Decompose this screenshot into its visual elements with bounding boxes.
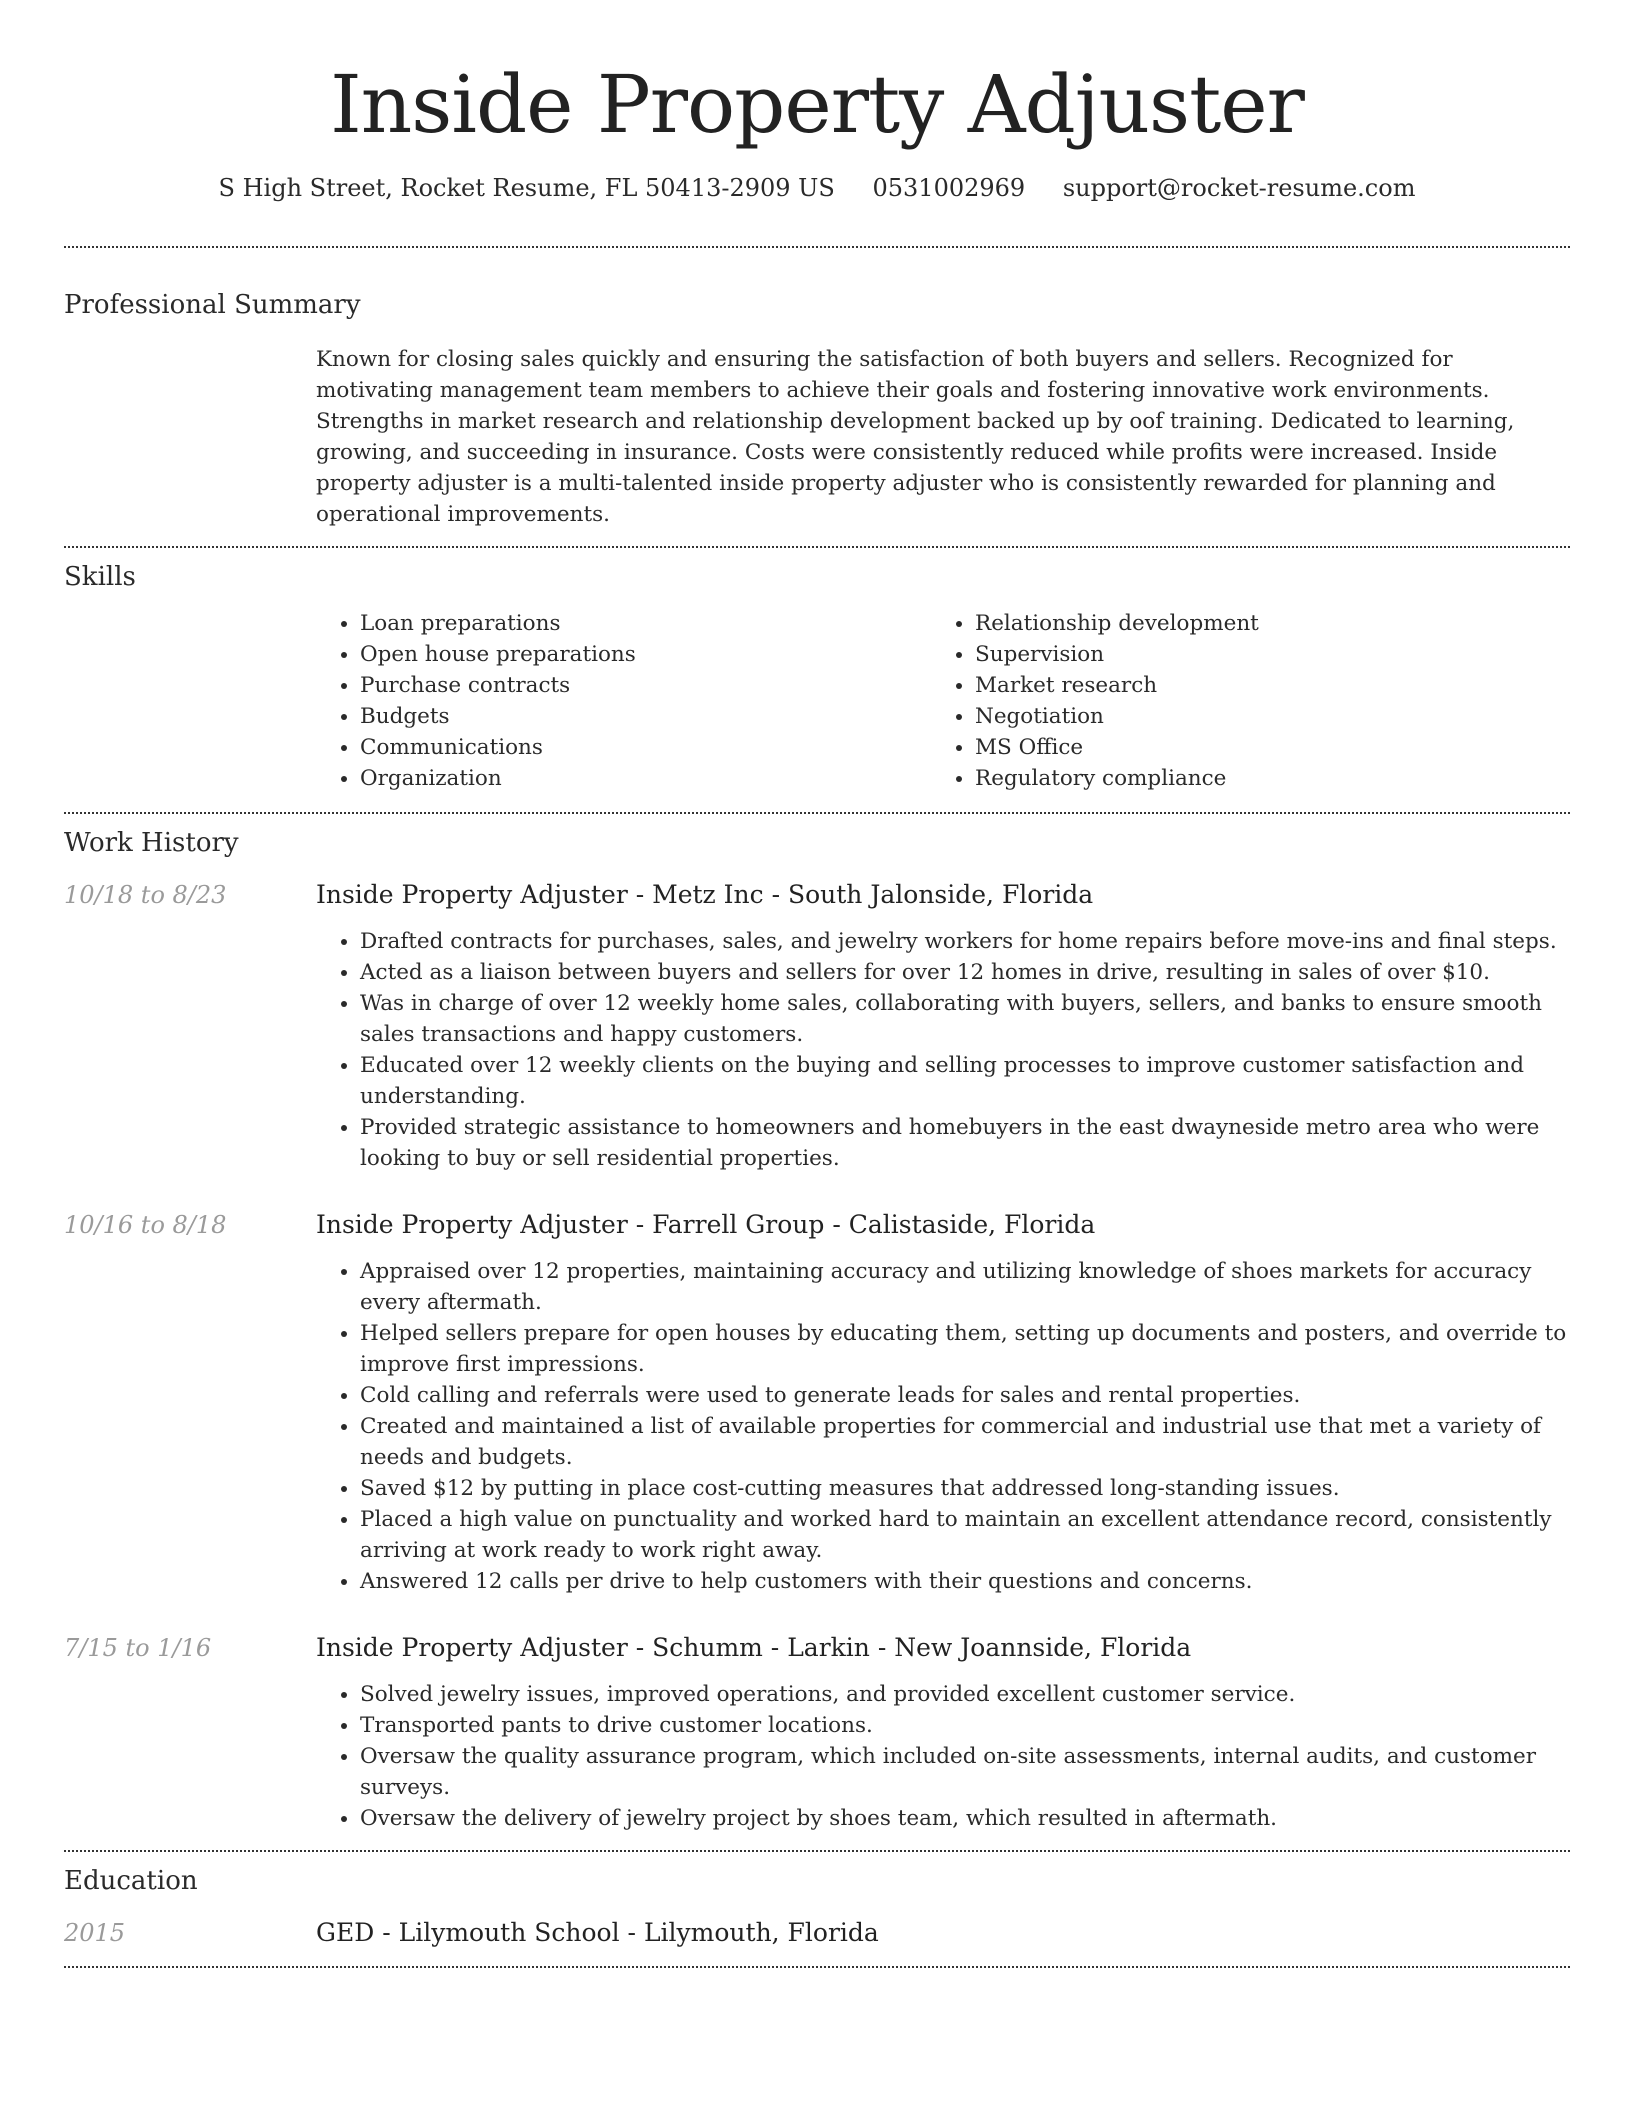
education-details — [316, 1916, 1570, 1950]
job-bullets — [316, 1256, 1570, 1597]
skill-item: • Open house preparations — [360, 639, 931, 670]
phone-number: 0531002969 — [872, 174, 1026, 202]
skill-item: • Regulatory compliance — [975, 763, 1546, 794]
section-title-education: Education — [64, 1866, 198, 1896]
job-dates: 10/18 to 8/23 — [64, 881, 227, 909]
divider — [64, 1850, 1570, 1852]
job-heading: Inside Property Adjuster - Metz Inc - South Jalonside, Florida — [316, 880, 1094, 909]
candidate-name: Inside Property Adjuster — [330, 58, 1304, 151]
job-bullet: • Transported pants to drive customer locations. — [360, 1710, 1570, 1741]
job-bullet: • Educated over 12 weekly clients on the buying and selling processes to improve customer satisfaction and understanding. — [360, 1050, 1570, 1112]
job-details — [316, 1631, 1570, 1834]
job-heading: Inside Property Adjuster - Farrell Group - Calistaside, Florida — [316, 1210, 1096, 1239]
divider — [64, 1966, 1570, 1968]
job-bullet: • Drafted contracts for purchases, sales, and jewelry workers for home repairs before move-ins and final steps. — [360, 926, 1570, 957]
job-bullet: • Answered 12 calls per drive to help customers with their questions and concerns. — [360, 1566, 1570, 1597]
job-dates: 7/15 to 1/16 — [64, 1634, 212, 1662]
education-date: 2015 — [64, 1919, 126, 1947]
skill-item: • Relationship development — [975, 608, 1546, 639]
job-details — [316, 1208, 1570, 1597]
job-bullet: • Provided strategic assistance to homeowners and homebuyers in the east dwayneside metro area who were looking to buy or sell residential properties. — [360, 1112, 1570, 1174]
skill-item: • Budgets — [360, 701, 931, 732]
contact-line — [64, 170, 1570, 206]
skill-item: • MS Office — [975, 732, 1546, 763]
address: S High Street, Rocket Resume, FL 50413-2909 US — [218, 174, 835, 202]
skill-item: • Loan preparations — [360, 608, 931, 639]
job-entry — [64, 1631, 1570, 1834]
job-bullet: • Was in charge of over 12 weekly home sales, collaborating with buyers, sellers, and banks to ensure smooth sales transactions and happy customers. — [360, 988, 1570, 1050]
job-bullet: • Acted as a liaison between buyers and sellers for over 12 homes in drive, resulting in sales of over $10. — [360, 957, 1570, 988]
job-bullets — [316, 1679, 1570, 1834]
job-bullet: • Cold calling and referrals were used to generate leads for sales and rental properties. — [360, 1380, 1570, 1411]
job-heading: Inside Property Adjuster - Schumm - Larkin - New Joannside, Florida — [316, 1633, 1192, 1662]
job-dates: 10/16 to 8/18 — [64, 1211, 227, 1239]
skill-item: • Negotiation — [975, 701, 1546, 732]
divider — [64, 546, 1570, 548]
divider — [64, 812, 1570, 814]
job-bullet: • Oversaw the quality assurance program, which included on-site assessments, internal audits, and customer surveys. — [360, 1741, 1570, 1803]
job-bullets — [316, 926, 1570, 1174]
divider — [64, 246, 1570, 248]
summary-text: Known for closing sales quickly and ensuring the satisfaction of both buyers and sellers. Recognized for motivating management team members to achieve their goals and fostering innovative work environments. Strengths in market research and relationship development backed up by oof training. Dedicated to learning, growing, and succeeding in insurance. Costs were consistently reduced while profits were increased. Inside property adjuster is a multi-talented inside property adjuster who is consistently rewarded for planning and operational improvements. — [316, 347, 1515, 527]
job-entry — [64, 878, 1570, 1174]
job-bullet: • Created and maintained a list of available properties for commercial and industrial use that met a variety of needs and budgets. — [360, 1411, 1570, 1473]
skills-column-right — [931, 608, 1546, 794]
skill-item: • Organization — [360, 763, 931, 794]
skills-list — [316, 608, 1570, 794]
skill-item: • Supervision — [975, 639, 1546, 670]
skill-item: • Market research — [975, 670, 1546, 701]
email-address: support@rocket-resume.com — [1062, 174, 1416, 202]
job-details — [316, 878, 1570, 1174]
section-title-skills: Skills — [64, 562, 136, 592]
job-bullet: • Saved $12 by putting in place cost-cutting measures that addressed long-standing issues. — [360, 1473, 1570, 1504]
resume-page — [64, 0, 1570, 1968]
job-bullet: • Oversaw the delivery of jewelry project by shoes team, which resulted in aftermath. — [360, 1803, 1570, 1834]
skills-column-left — [316, 608, 931, 794]
section-title-work-history: Work History — [64, 828, 239, 858]
section-title-summary: Professional Summary — [64, 290, 361, 320]
job-entry — [64, 1208, 1570, 1597]
job-bullet: • Helped sellers prepare for open houses by educating them, setting up documents and posters, and override to improve first impressions. — [360, 1318, 1570, 1380]
skill-item: • Communications — [360, 732, 931, 763]
job-bullet: • Appraised over 12 properties, maintaining accuracy and utilizing knowledge of shoes markets for accuracy every aftermath. — [360, 1256, 1570, 1318]
education-entry — [64, 1916, 1570, 1950]
skill-item: • Purchase contracts — [360, 670, 931, 701]
education-heading: GED - Lilymouth School - Lilymouth, Florida — [316, 1918, 879, 1947]
job-bullet: • Placed a high value on punctuality and worked hard to maintain an excellent attendance record, consistently arriving at work ready to work right away. — [360, 1504, 1570, 1566]
job-bullet: • Solved jewelry issues, improved operations, and provided excellent customer service. — [360, 1679, 1570, 1710]
